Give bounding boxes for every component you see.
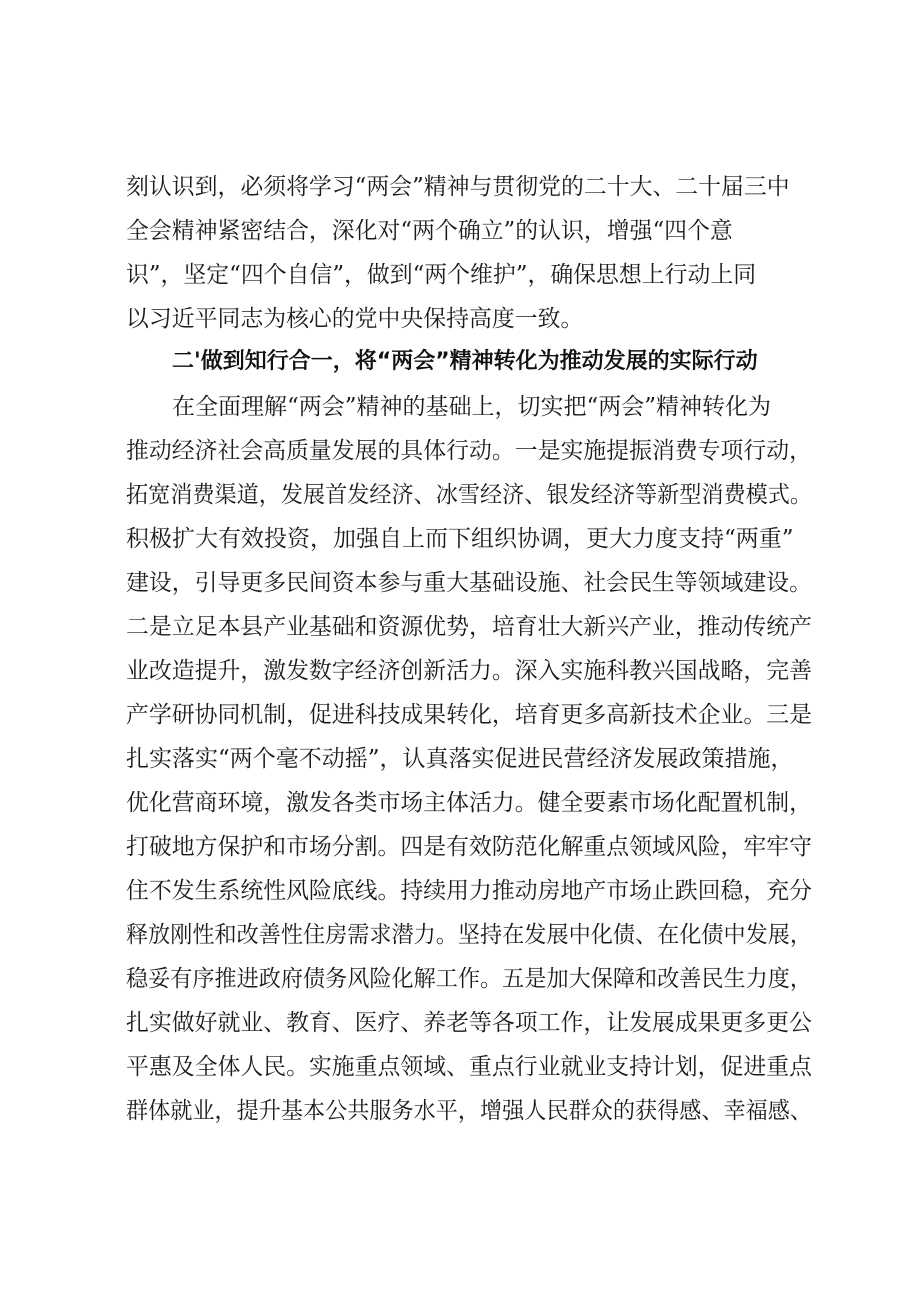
paragraph-main-line-9: 扎实落实“两个毫不动摇”，认真落实促进民营经济发展政策措施， [126, 746, 794, 772]
paragraph-main-line-6: 二是立足本县产业基础和资源优势，培育壮大新兴产业，推动传统产 [126, 614, 812, 640]
paragraph-main-line-10: 优化营商环境，激发各类市场主体活力。健全要素市场化配置机制， [126, 790, 812, 816]
paragraph-top-line-4: 以习近平同志为核心的党中央保持高度一致。 [126, 306, 584, 332]
paragraph-main-line-13: 释放刚性和改善性住房需求潜力。坚持在发展中化债、在化债中发展， [126, 922, 812, 948]
paragraph-main-line-15: 扎实做好就业、教育、医疗、养老等各项工作，让发展成果更多更公 [126, 1010, 812, 1036]
paragraph-main-line-7: 业改造提升，激发数字经济创新活力。深入实施科教兴国战略，完善 [126, 658, 812, 684]
paragraph-main-line-16: 平惠及全体人民。实施重点领域、重点行业就业支持计划，促进重点 [126, 1054, 812, 1080]
paragraph-main-line-2: 推动经济社会高质量发展的具体行动。一是实施提振消费专项行动， [126, 438, 812, 464]
paragraph-main-line-12: 住不发生系统性风险底线。持续用力推动房地产市场止跌回稳，充分 [126, 878, 812, 904]
paragraph-main-line-14: 稳妥有序推进政府债务风险化解工作。五是加大保障和改善民生力度， [126, 966, 812, 992]
paragraph-main-line-1: 在全面理解“两会”精神的基础上，切实把“两会”精神转化为 [172, 394, 772, 420]
paragraph-main-line-5: 建设，引导更多民间资本参与重大基础设施、社会民生等领域建设。 [126, 570, 812, 596]
paragraph-main-line-3: 拓宽消费渠道，发展首发经济、冰雪经济、银发经济等新型消费模式。 [126, 482, 812, 508]
paragraph-top-line-1: 刻认识到，必须将学习“两会”精神与贯彻党的二十大、二十届三中 [126, 174, 790, 200]
paragraph-main-line-4: 积极扩大有效投资，加强自上而下组织协调，更大力度支持“两重” [126, 526, 794, 552]
paragraph-main-line-17: 群体就业，提升基本公共服务水平，增强人民群众的获得感、幸福感、 [126, 1098, 812, 1124]
paragraph-top-line-2: 全会精神紧密结合，深化对“两个确立”的认识，增强“四个意 [126, 218, 733, 244]
paragraph-main-line-11: 打破地方保护和市场分割。四是有效防范化解重点领域风险，牢牢守 [126, 834, 812, 860]
paragraph-main-line-8: 产学研协同机制，促进科技成果转化，培育更多高新技术企业。三是 [126, 702, 812, 728]
paragraph-top-line-3: 识”，坚定“四个自信”，做到“两个维护”，确保思想上行动上同 [126, 262, 757, 288]
section-heading: 二'做到知行合一，将“两会”精神转化为推动发展的实际行动 [172, 349, 758, 374]
